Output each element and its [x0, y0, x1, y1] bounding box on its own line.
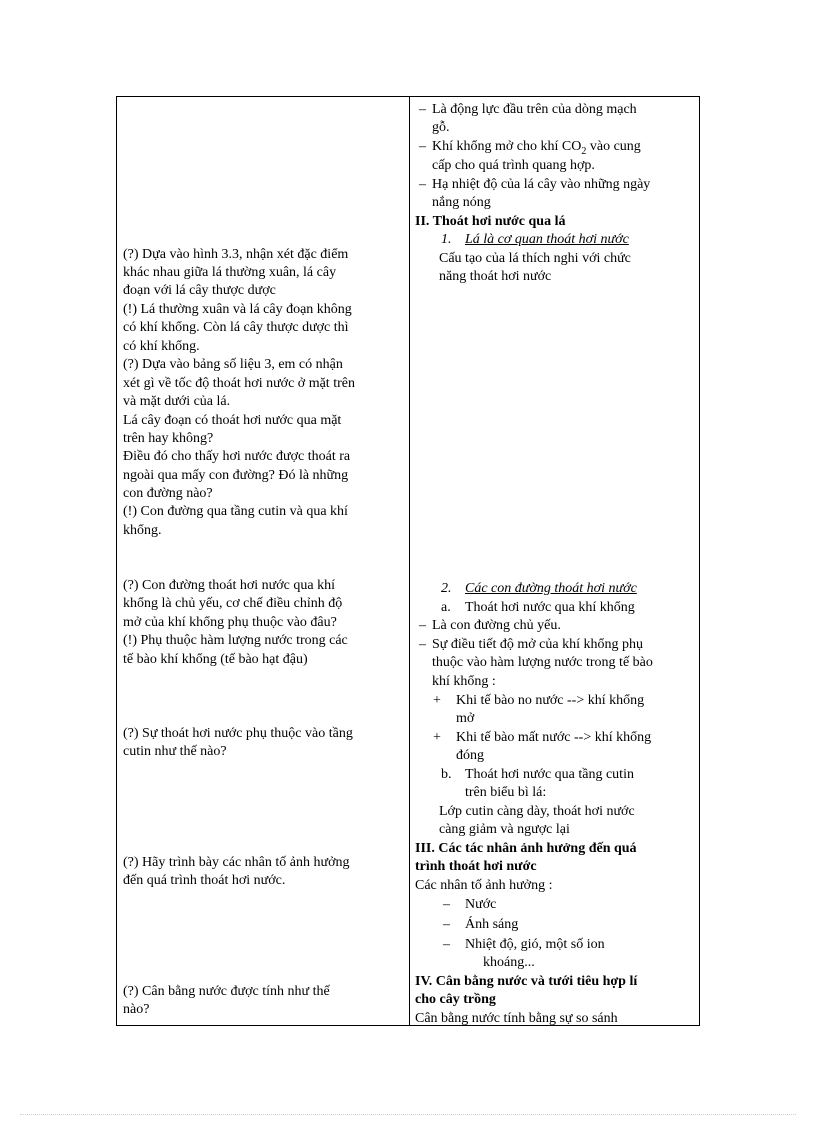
subsection-number: 2. [441, 581, 452, 596]
factor-item: khoáng... [483, 955, 535, 970]
left-line: và mặt dưới của lá. [123, 394, 231, 409]
left-line: xét gì về tốc độ thoát hơi nước ở mặt trên [123, 376, 355, 391]
left-line: (!) Phụ thuộc hàm lượng nước trong các [123, 633, 348, 648]
right-line: Cân bằng nước tính bằng sự so sánh [415, 1011, 618, 1026]
left-line: (?) Hãy trình bày các nhân tố ảnh hưởng [123, 855, 350, 870]
dash-bullet: – [419, 102, 426, 117]
left-line: (?) Cân bằng nước được tính như thế [123, 984, 330, 999]
right-line: Là động lực đầu trên của dòng mạch [432, 102, 637, 117]
left-line: (!) Con đường qua tầng cutin và qua khí [123, 504, 348, 519]
left-line: (?) Dựa vào bảng số liệu 3, em có nhận [123, 357, 343, 372]
right-line: Thoát hơi nước qua tầng cutin [465, 767, 634, 782]
subsection-number: 1. [441, 232, 452, 247]
right-line: đóng [456, 748, 484, 763]
left-line: có khí khổng. Còn lá cây thược dược thì [123, 320, 349, 335]
left-line: cutin như thế nào? [123, 744, 227, 759]
right-line: Lớp cutin càng dày, thoát hơi nước [439, 804, 635, 819]
plus-bullet: + [433, 693, 441, 708]
dash-bullet: – [419, 177, 426, 192]
right-line: mở [456, 711, 475, 726]
right-line: gỗ. [432, 120, 450, 135]
right-line: Khi tế bào no nước --> khí khổng [456, 693, 645, 708]
left-line: (?) Dựa vào hình 3.3, nhận xét đặc điểm [123, 247, 349, 262]
co2-subscript: 2 [581, 145, 587, 157]
right-line: thuộc vào hàm lượng nước trong tế bào [432, 655, 653, 670]
right-line: Hạ nhiệt độ của lá cây vào những ngày [432, 177, 651, 192]
right-line: Sự điều tiết độ mở của khí khổng phụ [432, 637, 643, 652]
column-divider [409, 97, 410, 1025]
right-line: cấp cho quá trình quang hợp. [432, 158, 595, 173]
left-line: khổng là chủ yếu, cơ chế điều chỉnh độ [123, 596, 343, 611]
factor-item: Nhiệt độ, gió, một số ion [465, 937, 605, 952]
section-heading-iv: IV. Cân bằng nước và tưới tiêu hợp lí [415, 974, 638, 989]
left-line: trên hay không? [123, 431, 214, 446]
left-line: (!) Lá thường xuân và lá cây đoạn không [123, 302, 352, 317]
subsection-title: Lá là cơ quan thoát hơi nước [465, 232, 629, 247]
right-line: Khi tế bào mất nước --> khí khổng [456, 730, 652, 745]
section-heading-iv-cont: cho cây trồng [415, 992, 496, 1007]
left-line: (?) Sự thoát hơi nước phụ thuộc vào tầng [123, 726, 353, 741]
right-line: trên biểu bì lá: [465, 785, 547, 800]
left-line: đến quá trình thoát hơi nước. [123, 873, 286, 888]
left-line: Lá cây đoạn có thoát hơi nước qua mặt [123, 413, 342, 428]
left-line: tế bào khí khổng (tế bào hạt đậu) [123, 652, 308, 667]
right-line: năng thoát hơi nước [439, 269, 552, 284]
left-line: (?) Con đường thoát hơi nước qua khí [123, 578, 335, 593]
left-line: nào? [123, 1002, 150, 1017]
section-heading-iii-cont: trình thoát hơi nước [415, 859, 537, 874]
dash-bullet: – [443, 937, 450, 952]
left-line: khác nhau giữa lá thường xuân, lá cây [123, 265, 337, 280]
co2-text-end: vào cung [586, 139, 641, 154]
dash-bullet: – [443, 917, 450, 932]
right-line: Là con đường chủ yếu. [432, 618, 561, 633]
right-line: càng giảm và ngược lại [439, 822, 570, 837]
right-line: Các nhân tố ảnh hưởng : [415, 878, 553, 893]
page-bottom-border [20, 1114, 796, 1115]
item-label: b. [441, 767, 452, 782]
lesson-table [116, 96, 700, 1026]
right-line: Thoát hơi nước qua khí khổng [465, 600, 635, 615]
left-line: Điều đó cho thấy hơi nước được thoát ra [123, 449, 351, 464]
dash-bullet: – [419, 637, 426, 652]
left-line: có khí khổng. [123, 339, 200, 354]
dash-bullet: – [443, 897, 450, 912]
dash-bullet: – [419, 139, 426, 154]
left-line: con đường nào? [123, 486, 213, 501]
right-line: khí khổng : [432, 674, 496, 689]
section-heading-iii: III. Các tác nhân ảnh hưởng đến quá [415, 841, 637, 856]
factor-item: Nước [465, 897, 497, 912]
factor-item: Ánh sáng [465, 917, 519, 932]
dash-bullet: – [419, 618, 426, 633]
right-line: nắng nóng [432, 195, 491, 210]
left-line: ngoài qua mấy con đường? Đó là những [123, 468, 349, 483]
left-line: đoạn với lá cây thược dược [123, 283, 276, 298]
left-line: khổng. [123, 523, 162, 538]
item-label: a. [441, 600, 451, 615]
co2-text: Khí khổng mở cho khí CO [432, 139, 582, 154]
section-heading-ii: II. Thoát hơi nước qua lá [415, 214, 566, 229]
left-line: mở của khí khổng phụ thuộc vào đâu? [123, 615, 337, 630]
right-line: Cấu tạo của lá thích nghi với chức [439, 251, 631, 266]
plus-bullet: + [433, 730, 441, 745]
subsection-title: Các con đường thoát hơi nước [465, 581, 637, 596]
